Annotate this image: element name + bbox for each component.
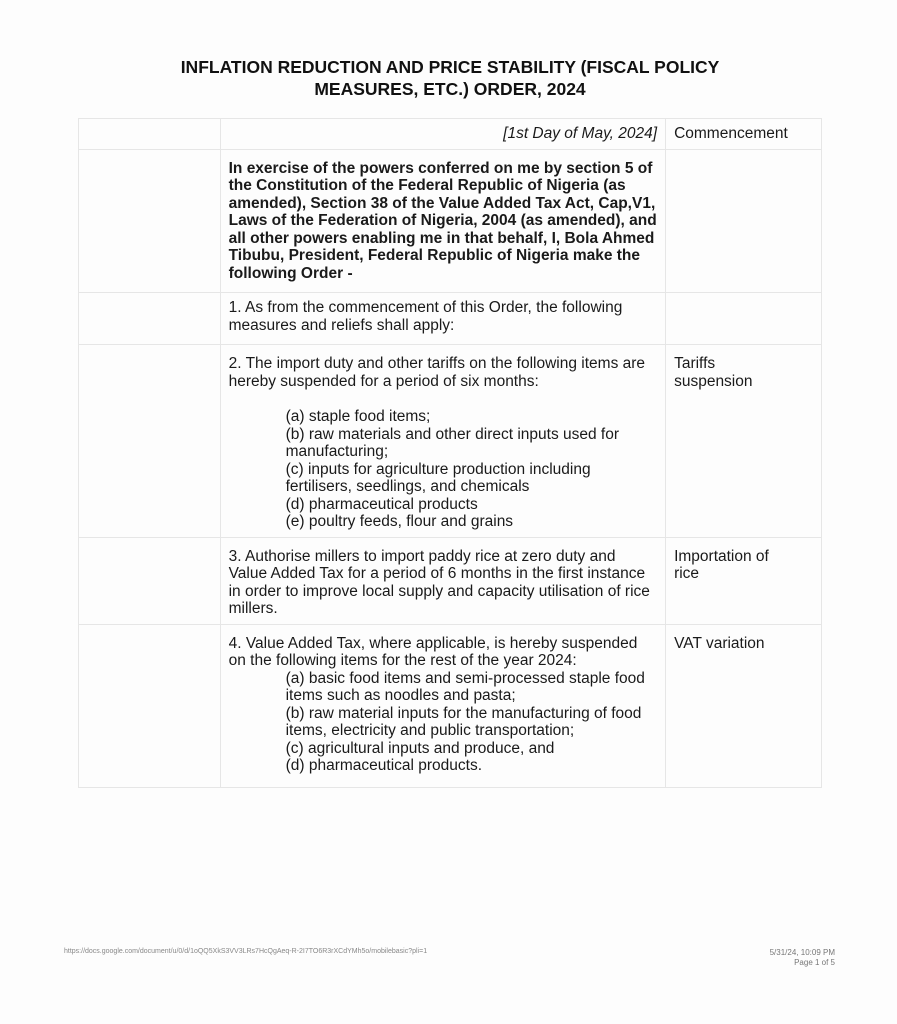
- margin-note-line: suspension: [674, 372, 753, 390]
- empty-cell: [79, 537, 221, 624]
- list-item: (e) poultry feeds, flour and grains: [285, 513, 514, 530]
- empty-cell: [79, 624, 221, 787]
- commencement-date: [1st Day of May, 2024]: [220, 119, 665, 150]
- section-4-text: 4. Value Added Tax, where applicable, is hereby suspended on the following items for the rest of the year 2024:: [228, 634, 638, 669]
- margin-note-line: Tariffs: [674, 355, 716, 372]
- empty-cell: [79, 345, 221, 538]
- table-row: [79, 293, 822, 345]
- section-2: [220, 345, 665, 538]
- list-item: (b) raw materials and other direct inputs used for manufacturing;: [285, 425, 620, 460]
- footer-url: https://docs.google.com/document/u/0/d/1oQQ5XkS3VV3LRs7HcQgAeq-R-2I7TO6R3rXCdYMh5o/mobilebasic?pli=1: [64, 948, 428, 955]
- footer-datetime: 5/31/24, 10:09 PM: [769, 948, 835, 957]
- footer-meta: [770, 948, 835, 968]
- table-row: [79, 537, 822, 624]
- empty-cell: [79, 293, 221, 345]
- order-table: [78, 118, 822, 788]
- title-line-1: INFLATION REDUCTION AND PRICE STABILITY (FISCAL POLICY: [180, 57, 720, 77]
- empty-cell: [79, 149, 221, 293]
- table-row: [79, 119, 822, 150]
- margin-note-tariffs: [666, 345, 822, 538]
- list-item: (a) basic food items and semi-processed staple food items such as noodles and pasta;: [285, 669, 645, 704]
- table-row: [79, 624, 822, 787]
- section-1: 1. As from the commencement of this Order, the following measures and reliefs shall apply:: [220, 293, 665, 345]
- section-2-items: [286, 408, 657, 531]
- section-4: [220, 624, 665, 787]
- footer-page-number: Page 1 of 5: [794, 958, 835, 967]
- list-item: (c) inputs for agriculture production including fertilisers, seedlings, and chemicals: [285, 460, 591, 495]
- empty-cell: [79, 119, 221, 150]
- empty-cell: [666, 149, 822, 293]
- table-row: [79, 345, 822, 538]
- list-item: (a) staple food items;: [285, 408, 431, 425]
- margin-note-line: rice: [674, 565, 700, 582]
- list-item: (c) agricultural inputs and produce, and: [285, 739, 555, 757]
- margin-note-rice: [666, 537, 822, 624]
- document-title: [60, 56, 840, 100]
- margin-note-commencement: Commencement: [666, 119, 822, 150]
- preamble: In exercise of the powers conferred on me by section 5 of the Constitution of the Federal Republic of Nigeria (as amended), Section 38 of the Value Added Tax Act, Cap,V1, Laws of the Federation of Nigeria, 2004 (as amended), and all other powers enabling me in that behalf, I, Bola Ahmed Tibubu, President, Federal Republic of Nigeria make the following Order -: [220, 149, 665, 293]
- section-4-items: [286, 670, 657, 775]
- list-item: (d) pharmaceutical products: [285, 495, 478, 513]
- section-2-text: 2. The import duty and other tariffs on the following items are hereby suspended for a period of six months:: [228, 355, 646, 390]
- margin-note-vat: VAT variation: [666, 624, 822, 787]
- section-3: 3. Authorise millers to import paddy rice at zero duty and Value Added Tax for a period of 6 months in the first instance in order to improve local supply and capacity utilisation of rice millers.: [220, 537, 665, 624]
- list-item: (d) pharmaceutical products.: [285, 757, 483, 774]
- list-item: (b) raw material inputs for the manufacturing of food items, electricity and public transportation;: [285, 704, 642, 739]
- margin-note-line: Importation of: [674, 547, 769, 565]
- empty-cell: [666, 293, 822, 345]
- title-line-2: MEASURES, ETC.) ORDER, 2024: [314, 79, 586, 99]
- table-row: [79, 149, 822, 293]
